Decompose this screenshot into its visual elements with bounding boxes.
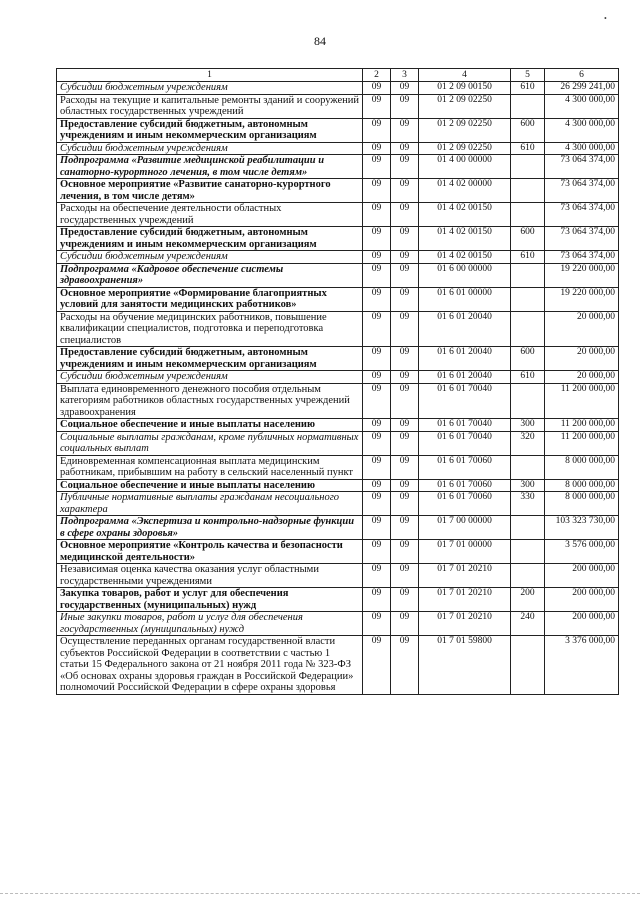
row-expense-type-cell: 200 [511,588,545,612]
row-subsection-cell: 09 [391,142,419,155]
row-amount-cell: 20 000,00 [545,347,619,371]
row-target-article-cell: 01 6 01 20040 [419,311,511,347]
row-target-article-cell: 01 7 01 20210 [419,588,511,612]
row-section-cell: 09 [363,588,391,612]
row-target-article-cell: 01 6 01 00000 [419,287,511,311]
row-section-cell: 09 [363,347,391,371]
table-row [57,227,619,251]
row-target-article-cell: 01 6 01 70040 [419,431,511,455]
row-section-cell: 09 [363,479,391,492]
row-name-cell: Социальное обеспечение и иные выплаты населению [57,419,363,432]
row-name-cell: Закупка товаров, работ и услуг для обеспечения государственных (муниципальных) нужд [57,588,363,612]
row-amount-cell: 73 064 374,00 [545,203,619,227]
row-subsection-cell: 09 [391,155,419,179]
row-expense-type-cell [511,455,545,479]
row-target-article-cell: 01 2 09 00150 [419,82,511,95]
row-amount-cell: 73 064 374,00 [545,179,619,203]
row-expense-type-cell [511,311,545,347]
row-name-cell: Основное мероприятие «Формирование благоприятных условий для занятости медицинских работников» [57,287,363,311]
row-target-article-cell: 01 6 01 70060 [419,479,511,492]
row-amount-cell: 8 000 000,00 [545,455,619,479]
row-amount-cell: 11 200 000,00 [545,383,619,419]
row-subsection-cell: 09 [391,251,419,264]
row-name-cell: Социальные выплаты гражданам, кроме публичных нормативных социальных выплат [57,431,363,455]
row-section-cell: 09 [363,179,391,203]
row-subsection-cell: 09 [391,82,419,95]
row-target-article-cell: 01 7 01 00000 [419,540,511,564]
row-name-cell: Субсидии бюджетным учреждениям [57,371,363,384]
row-subsection-cell: 09 [391,588,419,612]
row-section-cell: 09 [363,540,391,564]
row-target-article-cell: 01 7 00 00000 [419,516,511,540]
row-name-cell: Субсидии бюджетным учреждениям [57,142,363,155]
row-subsection-cell: 09 [391,371,419,384]
page-number: 84 [314,34,326,48]
row-section-cell: 09 [363,311,391,347]
table-row [57,311,619,347]
row-amount-cell: 103 323 730,00 [545,516,619,540]
row-section-cell: 09 [363,251,391,264]
row-amount-cell: 4 300 000,00 [545,142,619,155]
row-amount-cell: 200 000,00 [545,588,619,612]
budget-table-body [57,69,619,695]
table-row [57,612,619,636]
header-col-5: 5 [511,69,545,82]
table-row [57,588,619,612]
row-subsection-cell: 09 [391,492,419,516]
row-target-article-cell: 01 4 02 00150 [419,203,511,227]
row-subsection-cell: 09 [391,455,419,479]
table-row [57,455,619,479]
header-col-3: 3 [391,69,419,82]
row-section-cell: 09 [363,419,391,432]
row-target-article-cell: 01 6 01 70060 [419,455,511,479]
row-name-cell: Расходы на обучение медицинских работников, повышение квалификации специалистов, подготовка и переподготовка специалистов [57,311,363,347]
row-expense-type-cell [511,383,545,419]
table-row [57,540,619,564]
row-expense-type-cell: 600 [511,118,545,142]
row-name-cell: Социальное обеспечение и иные выплаты населению [57,479,363,492]
header-col-4: 4 [419,69,511,82]
table-row [57,155,619,179]
row-expense-type-cell [511,564,545,588]
row-expense-type-cell [511,263,545,287]
row-target-article-cell: 01 2 09 02250 [419,118,511,142]
row-target-article-cell: 01 6 00 00000 [419,263,511,287]
header-col-2: 2 [363,69,391,82]
row-section-cell: 09 [363,142,391,155]
row-subsection-cell: 09 [391,263,419,287]
row-name-cell: Предоставление субсидий бюджетным, автономным учреждениям и иным некоммерческим организациям [57,118,363,142]
corner-mark: • [604,14,607,23]
row-name-cell: Публичные нормативные выплаты гражданам несоциального характера [57,492,363,516]
table-row [57,516,619,540]
row-section-cell: 09 [363,371,391,384]
row-subsection-cell: 09 [391,311,419,347]
row-name-cell: Расходы на текущие и капитальные ремонты зданий и сооружений областных государственных учреждений [57,94,363,118]
table-row [57,287,619,311]
row-expense-type-cell: 610 [511,371,545,384]
table-row [57,564,619,588]
row-name-cell: Основное мероприятие «Контроль качества и безопасности медицинской деятельности» [57,540,363,564]
row-expense-type-cell: 600 [511,347,545,371]
table-header-row [57,69,619,82]
row-target-article-cell: 01 6 01 70040 [419,383,511,419]
row-target-article-cell: 01 6 01 20040 [419,347,511,371]
row-amount-cell: 20 000,00 [545,311,619,347]
row-name-cell: Предоставление субсидий бюджетным, автономным учреждениям и иным некоммерческим организациям [57,347,363,371]
table-row [57,479,619,492]
row-section-cell: 09 [363,118,391,142]
row-target-article-cell: 01 4 02 00150 [419,251,511,264]
row-section-cell: 09 [363,492,391,516]
row-section-cell: 09 [363,227,391,251]
row-name-cell: Подпрограмма «Кадровое обеспечение системы здравоохранения» [57,263,363,287]
row-target-article-cell: 01 7 01 20210 [419,564,511,588]
row-target-article-cell: 01 2 09 02250 [419,142,511,155]
row-expense-type-cell [511,516,545,540]
row-amount-cell: 26 299 241,00 [545,82,619,95]
row-subsection-cell: 09 [391,479,419,492]
row-expense-type-cell: 320 [511,431,545,455]
row-section-cell: 09 [363,612,391,636]
row-subsection-cell: 09 [391,179,419,203]
table-row [57,419,619,432]
row-name-cell: Выплата единовременного денежного пособия отдельным категориям работников областных государственных учреждений здравоохранения [57,383,363,419]
table-row [57,636,619,695]
row-expense-type-cell: 330 [511,492,545,516]
row-section-cell: 09 [363,82,391,95]
budget-table [56,68,619,695]
row-subsection-cell: 09 [391,419,419,432]
row-expense-type-cell [511,540,545,564]
row-subsection-cell: 09 [391,347,419,371]
row-target-article-cell: 01 4 02 00150 [419,227,511,251]
row-section-cell: 09 [363,383,391,419]
row-section-cell: 09 [363,94,391,118]
table-row [57,179,619,203]
table-row [57,371,619,384]
row-target-article-cell: 01 6 01 70060 [419,492,511,516]
row-name-cell: Подпрограмма «Развитие медицинской реабилитации и санаторно-курортного лечения, в том числе детям» [57,155,363,179]
row-section-cell: 09 [363,455,391,479]
row-subsection-cell: 09 [391,383,419,419]
table-row [57,118,619,142]
row-target-article-cell: 01 7 01 20210 [419,612,511,636]
row-section-cell: 09 [363,287,391,311]
row-name-cell: Субсидии бюджетным учреждениям [57,82,363,95]
row-amount-cell: 4 300 000,00 [545,94,619,118]
row-section-cell: 09 [363,636,391,695]
row-expense-type-cell [511,94,545,118]
table-row [57,203,619,227]
table-row [57,142,619,155]
row-subsection-cell: 09 [391,94,419,118]
row-amount-cell: 200 000,00 [545,612,619,636]
row-amount-cell: 73 064 374,00 [545,155,619,179]
row-name-cell: Осуществление переданных органам государственной власти субъектов Российской Федерации в соответствии с частью 1 статьи 15 Федерального закона от 21 ноября 2011 года № 323-ФЗ «Об основах охраны здоровья граждан в Российской Федерации» полномочий Российской Федерации в сфере охраны здоровья [57,636,363,695]
table-row [57,82,619,95]
row-amount-cell: 8 000 000,00 [545,492,619,516]
row-subsection-cell: 09 [391,227,419,251]
row-amount-cell: 11 200 000,00 [545,431,619,455]
row-subsection-cell: 09 [391,203,419,227]
row-target-article-cell: 01 4 02 00000 [419,179,511,203]
row-name-cell: Подпрограмма «Экспертиза и контрольно-надзорные функции в сфере охраны здоровья» [57,516,363,540]
row-target-article-cell: 01 7 01 59800 [419,636,511,695]
row-amount-cell: 20 000,00 [545,371,619,384]
header-col-6: 6 [545,69,619,82]
row-amount-cell: 3 376 000,00 [545,636,619,695]
row-amount-cell: 4 300 000,00 [545,118,619,142]
row-expense-type-cell [511,203,545,227]
row-expense-type-cell: 610 [511,142,545,155]
row-name-cell: Предоставление субсидий бюджетным, автономным учреждениям и иным некоммерческим организациям [57,227,363,251]
row-subsection-cell: 09 [391,636,419,695]
table-row [57,94,619,118]
row-expense-type-cell: 300 [511,419,545,432]
row-amount-cell: 200 000,00 [545,564,619,588]
row-subsection-cell: 09 [391,118,419,142]
row-expense-type-cell [511,155,545,179]
row-subsection-cell: 09 [391,564,419,588]
row-amount-cell: 73 064 374,00 [545,227,619,251]
row-section-cell: 09 [363,155,391,179]
row-expense-type-cell: 600 [511,227,545,251]
row-target-article-cell: 01 6 01 70040 [419,419,511,432]
table-row [57,431,619,455]
table-row [57,492,619,516]
row-expense-type-cell: 240 [511,612,545,636]
row-section-cell: 09 [363,263,391,287]
row-expense-type-cell [511,287,545,311]
table-row [57,251,619,264]
table-row [57,263,619,287]
row-amount-cell: 8 000 000,00 [545,479,619,492]
row-target-article-cell: 01 6 01 20040 [419,371,511,384]
row-expense-type-cell [511,636,545,695]
table-row [57,383,619,419]
row-expense-type-cell [511,179,545,203]
row-section-cell: 09 [363,564,391,588]
row-amount-cell: 19 220 000,00 [545,263,619,287]
row-name-cell: Основное мероприятие «Развитие санаторно-курортного лечения, в том числе детям» [57,179,363,203]
row-subsection-cell: 09 [391,431,419,455]
row-amount-cell: 11 200 000,00 [545,419,619,432]
row-amount-cell: 73 064 374,00 [545,251,619,264]
row-expense-type-cell: 610 [511,251,545,264]
row-section-cell: 09 [363,516,391,540]
row-subsection-cell: 09 [391,612,419,636]
row-amount-cell: 3 576 000,00 [545,540,619,564]
row-section-cell: 09 [363,203,391,227]
row-name-cell: Независимая оценка качества оказания услуг областными государственными учреждениями [57,564,363,588]
row-name-cell: Субсидии бюджетным учреждениям [57,251,363,264]
row-name-cell: Иные закупки товаров, работ и услуг для обеспечения государственных (муниципальных) нужд [57,612,363,636]
page-bottom-divider [0,893,640,894]
row-amount-cell: 19 220 000,00 [545,287,619,311]
row-section-cell: 09 [363,431,391,455]
row-subsection-cell: 09 [391,287,419,311]
row-target-article-cell: 01 4 00 00000 [419,155,511,179]
row-expense-type-cell: 610 [511,82,545,95]
row-target-article-cell: 01 2 09 02250 [419,94,511,118]
table-row [57,347,619,371]
row-expense-type-cell: 300 [511,479,545,492]
row-name-cell: Расходы на обеспечение деятельности областных государственных учреждений [57,203,363,227]
row-subsection-cell: 09 [391,516,419,540]
header-col-1: 1 [57,69,363,82]
row-subsection-cell: 09 [391,540,419,564]
row-name-cell: Единовременная компенсационная выплата медицинским работникам, прибывшим на работу в сельский населенный пункт [57,455,363,479]
